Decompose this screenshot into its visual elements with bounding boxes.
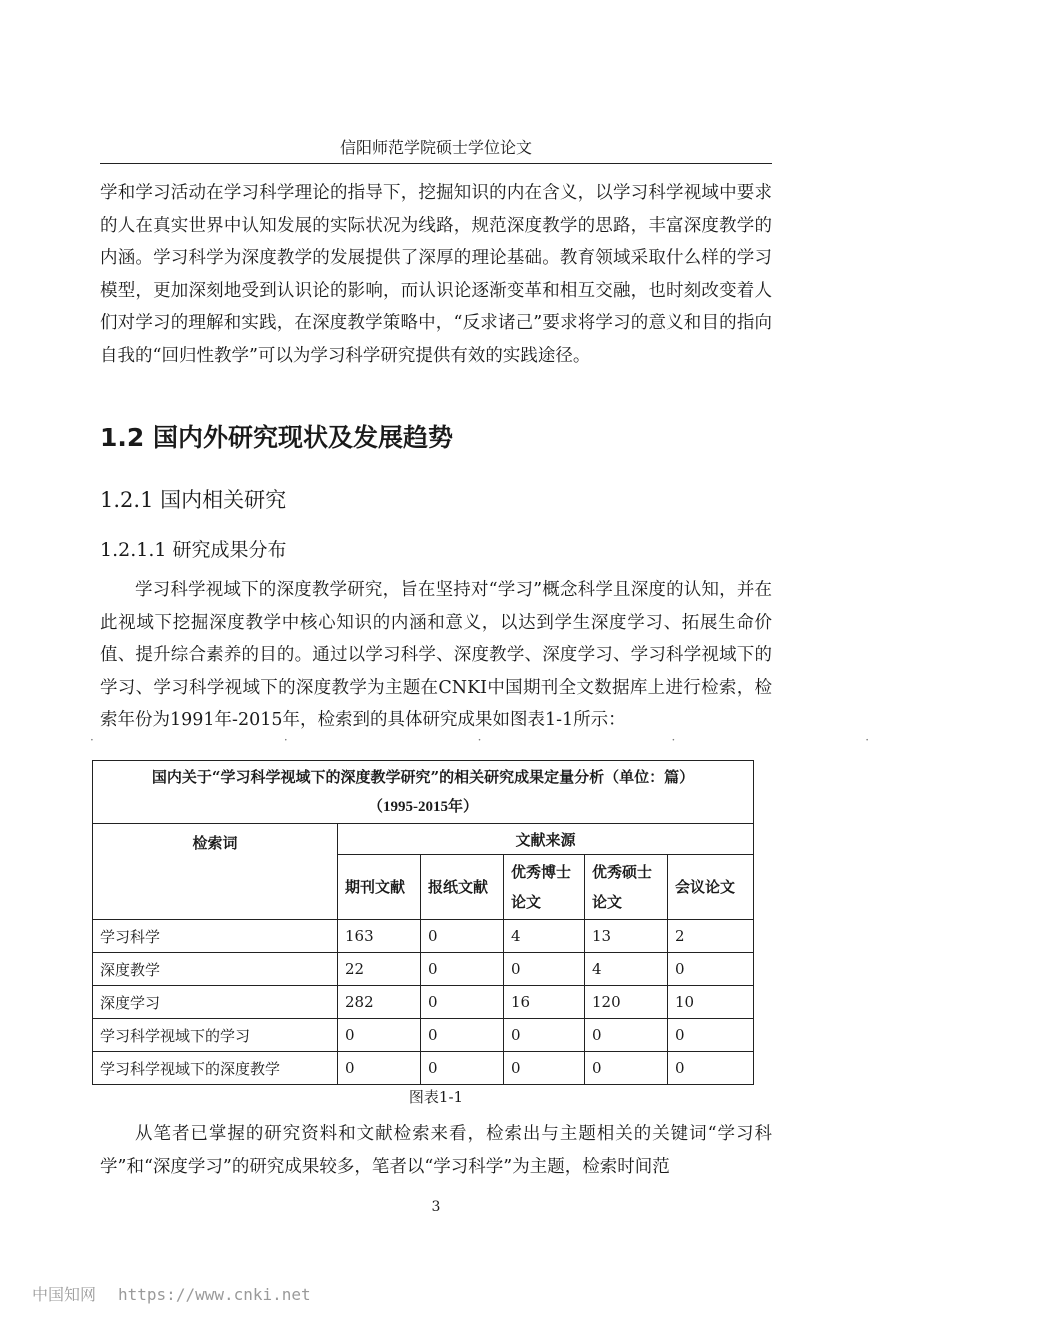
column-header-doctoral: 优秀博士论文 xyxy=(504,855,585,920)
column-header-source: 文献来源 xyxy=(338,824,754,855)
column-header-conference: 会议论文 xyxy=(668,855,754,920)
cell-value: 0 xyxy=(504,953,585,986)
cell-value: 16 xyxy=(504,986,585,1019)
column-header-keyword: 检索词 xyxy=(93,824,338,920)
cell-value: 13 xyxy=(585,920,668,953)
table-header-row xyxy=(93,824,754,855)
watermark-url: https://www.cnki.net xyxy=(118,1285,311,1304)
table-row xyxy=(93,953,754,986)
cell-value: 4 xyxy=(585,953,668,986)
table-title-cell xyxy=(93,761,754,824)
cell-value: 0 xyxy=(338,1052,421,1085)
page-number: 3 xyxy=(431,1199,441,1215)
row-term: 深度教学 xyxy=(93,953,338,986)
cell-value: 282 xyxy=(338,986,421,1019)
cell-value: 0 xyxy=(338,1019,421,1052)
cell-value: 0 xyxy=(585,1052,668,1085)
cell-value: 0 xyxy=(504,1052,585,1085)
cell-value: 0 xyxy=(585,1019,668,1052)
cell-value: 22 xyxy=(338,953,421,986)
column-header-masters: 优秀硕士论文 xyxy=(585,855,668,920)
table-row xyxy=(93,986,754,1019)
scan-specks: ····· xyxy=(90,733,1059,747)
subsection-heading-1-2-1: 1.2.1 国内相关研究 xyxy=(100,488,287,512)
column-header-journal: 期刊文献 xyxy=(338,855,421,920)
cell-value: 10 xyxy=(668,986,754,1019)
table-caption: 图表1-1 xyxy=(408,1088,464,1106)
row-term: 学习科学视域下的学习 xyxy=(93,1019,338,1052)
table-year-range: （1995-2015年） xyxy=(368,799,478,815)
watermark-brand: 中国知网 xyxy=(32,1285,97,1304)
section-heading-1-2: 1.2 国内外研究现状及发展趋势 xyxy=(100,423,453,452)
cell-value: 0 xyxy=(421,920,504,953)
cell-value: 4 xyxy=(504,920,585,953)
research-results-table xyxy=(92,760,754,1085)
table-title-row xyxy=(93,761,754,824)
paragraph-research-overview: 学习科学视域下的深度教学研究，旨在坚持对“学习”概念科学且深度的认知，并在此视域下挖掘深度教学中核心知识的内涵和意义，以达到学生深度学习、拓展生命价值、提升综合素养的目的。通过以学习科学、深度教学、深度学习、学习科学视域下的学习、学习科学视域下的深度教学为主题在CNKI中国期刊全文数据库上进行检索，检索年份为1991年-2015年，检索到的具体研究成果如图表1-1所示： xyxy=(100,580,772,730)
cell-value: 0 xyxy=(421,1019,504,1052)
table-title: 国内关于“学习科学视域下的深度教学研究”的相关研究成果定量分析（单位：篇） xyxy=(151,768,695,786)
running-header: 信阳师范学院硕士学位论文 xyxy=(100,135,772,164)
row-term: 学习科学 xyxy=(93,920,338,953)
cell-value: 120 xyxy=(585,986,668,1019)
column-header-newspaper: 报纸文献 xyxy=(421,855,504,920)
paragraph-continuation: 学和学习活动在学习科学理论的指导下，挖掘知识的内在含义，以学习科学视域中要求的人在真实世界中认知发展的实际状况为线路，规范深度教学的思路，丰富深度教学的内涵。学习科学为深度教学的发展提供了深厚的理论基础。教育领域采取什么样的学习模型，更加深刻地受到认识论的影响，而认识论逐渐变革和相互交融，也时刻改变着人们对学习的理解和实践，在深度教学策略中，“反求诸己”要求将学习的意义和目的指向自我的“回归性教学”可以为学习科学研究提供有效的实践途径。 xyxy=(100,183,772,366)
cell-value: 0 xyxy=(421,1052,504,1085)
cnki-watermark xyxy=(32,1282,333,1305)
cell-value: 163 xyxy=(338,920,421,953)
cell-value: 0 xyxy=(421,953,504,986)
cell-value: 0 xyxy=(668,1019,754,1052)
cell-value: 0 xyxy=(668,953,754,986)
table-row xyxy=(93,1019,754,1052)
row-term: 深度学习 xyxy=(93,986,338,1019)
row-term: 学习科学视域下的深度教学 xyxy=(93,1052,338,1085)
cell-value: 0 xyxy=(421,986,504,1019)
cell-value: 0 xyxy=(668,1052,754,1085)
paragraph-analysis: 从笔者已掌握的研究资料和文献检索来看，检索出与主题相关的关键词“学习科学”和“深度学习”的研究成果较多，笔者以“学习科学”为主题，检索时间范 xyxy=(100,1124,772,1177)
table-row xyxy=(93,1052,754,1085)
table-row xyxy=(93,920,754,953)
subsubsection-heading-1-2-1-1: 1.2.1.1 研究成果分布 xyxy=(100,539,287,561)
cell-value: 0 xyxy=(504,1019,585,1052)
cell-value: 2 xyxy=(668,920,754,953)
